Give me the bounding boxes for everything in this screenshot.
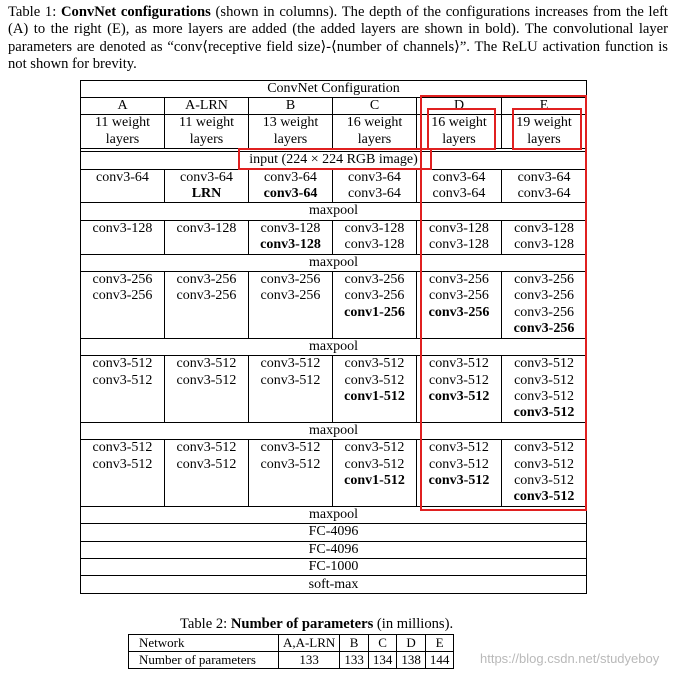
tail-row-4: FC-1000 bbox=[81, 559, 587, 576]
layer-label: conv3-256 bbox=[514, 304, 574, 320]
maxpool-4: maxpool bbox=[81, 422, 587, 439]
layer-cell bbox=[417, 356, 502, 423]
desc-line: 11 weight bbox=[94, 115, 151, 131]
column-desc bbox=[417, 115, 502, 149]
layer-cell bbox=[165, 220, 249, 254]
column-name-b: B bbox=[249, 98, 333, 115]
maxpool-3-row bbox=[81, 338, 587, 355]
layer-label: conv3-64 bbox=[264, 169, 317, 185]
column-name-e: E bbox=[502, 98, 587, 115]
layer-cell bbox=[165, 356, 249, 423]
table-title: ConvNet Configuration bbox=[81, 81, 587, 98]
layer-label: conv3-128 bbox=[429, 220, 489, 236]
layer-label: conv3-512 bbox=[513, 489, 575, 505]
watermark: https://blog.csdn.net/studyeboy bbox=[480, 651, 660, 666]
layer-label: conv3-64 bbox=[432, 186, 486, 202]
layer-cell bbox=[249, 169, 333, 203]
conv-block-5 bbox=[81, 440, 587, 507]
tail-row-1-row bbox=[81, 506, 587, 523]
layer-label: conv3-64 bbox=[432, 169, 486, 185]
layer-cell bbox=[165, 272, 249, 339]
layer-label: conv3-512 bbox=[429, 440, 489, 456]
layer-label: conv3-256 bbox=[260, 288, 321, 304]
header-e: E bbox=[425, 635, 454, 652]
column-desc bbox=[165, 115, 249, 149]
layer-cell bbox=[502, 220, 587, 254]
layer-label: LRN bbox=[191, 186, 222, 202]
layer-label: conv3-512 bbox=[92, 440, 153, 456]
tail-row-1: maxpool bbox=[81, 506, 587, 523]
desc-line: layers bbox=[357, 131, 392, 147]
desc-line: 16 weight bbox=[346, 115, 403, 131]
value-e: 144 bbox=[425, 652, 454, 669]
tail-row-5-row bbox=[81, 576, 587, 594]
layer-label: conv3-256 bbox=[92, 272, 153, 288]
tail-row-5: soft-max bbox=[81, 576, 587, 594]
column-desc bbox=[333, 115, 417, 149]
layer-label: conv3-128 bbox=[260, 237, 321, 253]
layer-label: conv3-256 bbox=[514, 288, 574, 304]
parameters-table bbox=[128, 634, 454, 669]
layer-label: conv3-512 bbox=[344, 456, 405, 472]
layer-cell bbox=[417, 272, 502, 339]
row-label: Number of parameters bbox=[129, 652, 279, 669]
layer-label: conv1-256 bbox=[344, 304, 405, 320]
layer-cell bbox=[417, 440, 502, 507]
header-c: C bbox=[368, 635, 397, 652]
layer-label: conv3-512 bbox=[513, 405, 575, 421]
desc-line: layers bbox=[189, 131, 224, 147]
layer-label: conv3-512 bbox=[176, 356, 237, 372]
conv-block-2 bbox=[81, 220, 587, 254]
desc-line: layers bbox=[527, 131, 561, 147]
layer-label: conv3-512 bbox=[260, 372, 321, 388]
layer-cell bbox=[249, 356, 333, 423]
layer-label: conv3-256 bbox=[514, 272, 574, 288]
column-name-c: C bbox=[333, 98, 417, 115]
input-row-cell: input (224 × 224 RGB image) bbox=[81, 152, 587, 169]
layer-label: conv3-128 bbox=[514, 220, 574, 236]
layer-cell bbox=[333, 272, 417, 339]
layer-label: conv3-128 bbox=[260, 220, 321, 236]
layer-label: conv3-512 bbox=[514, 356, 574, 372]
layer-label: conv3-512 bbox=[260, 456, 321, 472]
layer-label: conv3-512 bbox=[514, 456, 574, 472]
layer-label: conv3-256 bbox=[344, 288, 405, 304]
layer-label: conv3-128 bbox=[514, 237, 574, 253]
layer-label: conv1-512 bbox=[344, 472, 405, 488]
layer-label: conv3-64 bbox=[96, 169, 149, 185]
layer-label: conv3-256 bbox=[429, 272, 489, 288]
column-desc bbox=[249, 115, 333, 149]
column-names-row bbox=[81, 98, 587, 115]
layer-label: conv3-128 bbox=[429, 237, 489, 253]
layer-label: conv3-512 bbox=[260, 356, 321, 372]
layer-label: conv3-512 bbox=[92, 456, 153, 472]
layer-label: conv3-512 bbox=[344, 356, 405, 372]
layer-label: conv3-64 bbox=[180, 169, 233, 185]
column-desc bbox=[81, 115, 165, 149]
layer-label: conv3-64 bbox=[348, 169, 401, 185]
layer-label: conv3-256 bbox=[513, 321, 575, 337]
tail-row-3: FC-4096 bbox=[81, 541, 587, 558]
layer-cell bbox=[333, 356, 417, 423]
caption-title: ConvNet configurations bbox=[61, 4, 211, 20]
layer-cell bbox=[81, 169, 165, 203]
layer-cell bbox=[502, 169, 587, 203]
value-b: 133 bbox=[340, 652, 369, 669]
layer-cell bbox=[502, 440, 587, 507]
table2-title: Number of parameters bbox=[230, 616, 374, 632]
layer-label: conv3-512 bbox=[514, 372, 574, 388]
tail-row-3-row bbox=[81, 541, 587, 558]
layer-label: conv3-128 bbox=[344, 220, 405, 236]
layer-cell bbox=[249, 440, 333, 507]
layer-cell bbox=[249, 220, 333, 254]
layer-label: conv3-512 bbox=[514, 388, 574, 404]
desc-line: layers bbox=[105, 131, 140, 147]
layer-label: conv3-64 bbox=[517, 169, 571, 185]
header-b: B bbox=[340, 635, 369, 652]
layer-label: conv3-256 bbox=[344, 272, 405, 288]
layer-label: conv3-512 bbox=[429, 356, 489, 372]
header-d: D bbox=[397, 635, 426, 652]
parameters-header-row bbox=[129, 635, 454, 652]
layer-label: conv3-512 bbox=[428, 472, 490, 488]
layer-cell bbox=[417, 169, 502, 203]
layer-label: conv3-128 bbox=[344, 237, 405, 253]
layer-label: conv3-512 bbox=[429, 456, 489, 472]
layer-cell bbox=[333, 440, 417, 507]
layer-label: conv3-512 bbox=[176, 456, 237, 472]
column-name-a: A bbox=[81, 98, 165, 115]
layer-label: conv3-512 bbox=[344, 440, 405, 456]
layer-cell bbox=[165, 169, 249, 203]
layer-label: conv3-256 bbox=[92, 288, 153, 304]
maxpool-4-row bbox=[81, 422, 587, 439]
column-name-a-lrn: A-LRN bbox=[165, 98, 249, 115]
layer-label: conv3-64 bbox=[263, 186, 318, 202]
layer-label: conv3-256 bbox=[176, 272, 237, 288]
convnet-configuration-table bbox=[80, 80, 587, 594]
layer-label: conv3-512 bbox=[514, 440, 574, 456]
layer-label: conv3-512 bbox=[92, 372, 153, 388]
layer-cell bbox=[502, 272, 587, 339]
maxpool-2: maxpool bbox=[81, 254, 587, 271]
maxpool-2-row bbox=[81, 254, 587, 271]
layer-label: conv3-256 bbox=[176, 288, 237, 304]
maxpool-3: maxpool bbox=[81, 338, 587, 355]
maxpool-1-row bbox=[81, 203, 587, 220]
layer-cell bbox=[81, 272, 165, 339]
layer-cell bbox=[333, 220, 417, 254]
layer-cell bbox=[81, 220, 165, 254]
layer-cell bbox=[165, 440, 249, 507]
table2-caption bbox=[180, 616, 453, 633]
value-a-alrn: 133 bbox=[278, 652, 339, 669]
tail-row-2-row bbox=[81, 524, 587, 541]
caption-label: Table 1: bbox=[8, 4, 57, 20]
table2-label: Table 2: bbox=[180, 616, 228, 632]
layer-label: conv3-512 bbox=[428, 388, 490, 404]
layer-label: conv3-512 bbox=[344, 372, 405, 388]
desc-line: layers bbox=[442, 131, 476, 147]
conv-block-3 bbox=[81, 272, 587, 339]
desc-line: 16 weight bbox=[431, 115, 487, 131]
layer-label: conv3-512 bbox=[176, 440, 237, 456]
desc-line: 13 weight bbox=[262, 115, 319, 131]
input-row-cell-row bbox=[81, 152, 587, 169]
value-d: 138 bbox=[397, 652, 426, 669]
layer-cell bbox=[502, 356, 587, 423]
column-desc bbox=[502, 115, 587, 149]
layer-cell bbox=[249, 272, 333, 339]
desc-line: layers bbox=[273, 131, 308, 147]
conv-block-1 bbox=[81, 169, 587, 203]
layer-label: conv3-256 bbox=[260, 272, 321, 288]
tail-row-2: FC-4096 bbox=[81, 524, 587, 541]
parameters-value-row bbox=[129, 652, 454, 669]
layer-label: conv3-512 bbox=[429, 372, 489, 388]
conv-block-4 bbox=[81, 356, 587, 423]
table1-caption bbox=[8, 4, 668, 74]
layer-label: conv3-512 bbox=[92, 356, 153, 372]
layer-label: conv3-128 bbox=[92, 220, 153, 236]
value-c: 134 bbox=[368, 652, 397, 669]
layer-cell bbox=[333, 169, 417, 203]
header-network: Network bbox=[129, 635, 279, 652]
layer-label: conv3-512 bbox=[260, 440, 321, 456]
layer-cell bbox=[81, 356, 165, 423]
layer-label: conv3-128 bbox=[176, 220, 237, 236]
layer-cell bbox=[81, 440, 165, 507]
table-title-row bbox=[81, 81, 587, 98]
desc-line: 11 weight bbox=[178, 115, 235, 131]
maxpool-1: maxpool bbox=[81, 203, 587, 220]
layer-label: conv3-64 bbox=[348, 186, 401, 202]
layer-label: conv3-256 bbox=[428, 304, 490, 320]
column-desc-row bbox=[81, 115, 587, 149]
layer-label: conv3-512 bbox=[514, 472, 574, 488]
layer-label: conv3-512 bbox=[176, 372, 237, 388]
header-a-alrn: A,A-LRN bbox=[278, 635, 339, 652]
table2-suffix: (in millions). bbox=[373, 616, 454, 632]
layer-cell bbox=[417, 220, 502, 254]
caption-text: (shown in columns). The depth of the configurations increases from the left (A) to the right (E), as more layers are added (the added layers are shown in bold). The convolutional layer parameters are denoted as “conv⟨receptive field size⟩-⟨number of channels⟩”. The ReLU activation function is not shown for brevity. bbox=[8, 4, 668, 73]
layer-label: conv1-512 bbox=[344, 388, 405, 404]
tail-row-4-row bbox=[81, 559, 587, 576]
layer-label: conv3-64 bbox=[517, 186, 571, 202]
layer-label: conv3-256 bbox=[429, 288, 489, 304]
desc-line: 19 weight bbox=[516, 115, 572, 131]
column-name-d: D bbox=[417, 98, 502, 115]
